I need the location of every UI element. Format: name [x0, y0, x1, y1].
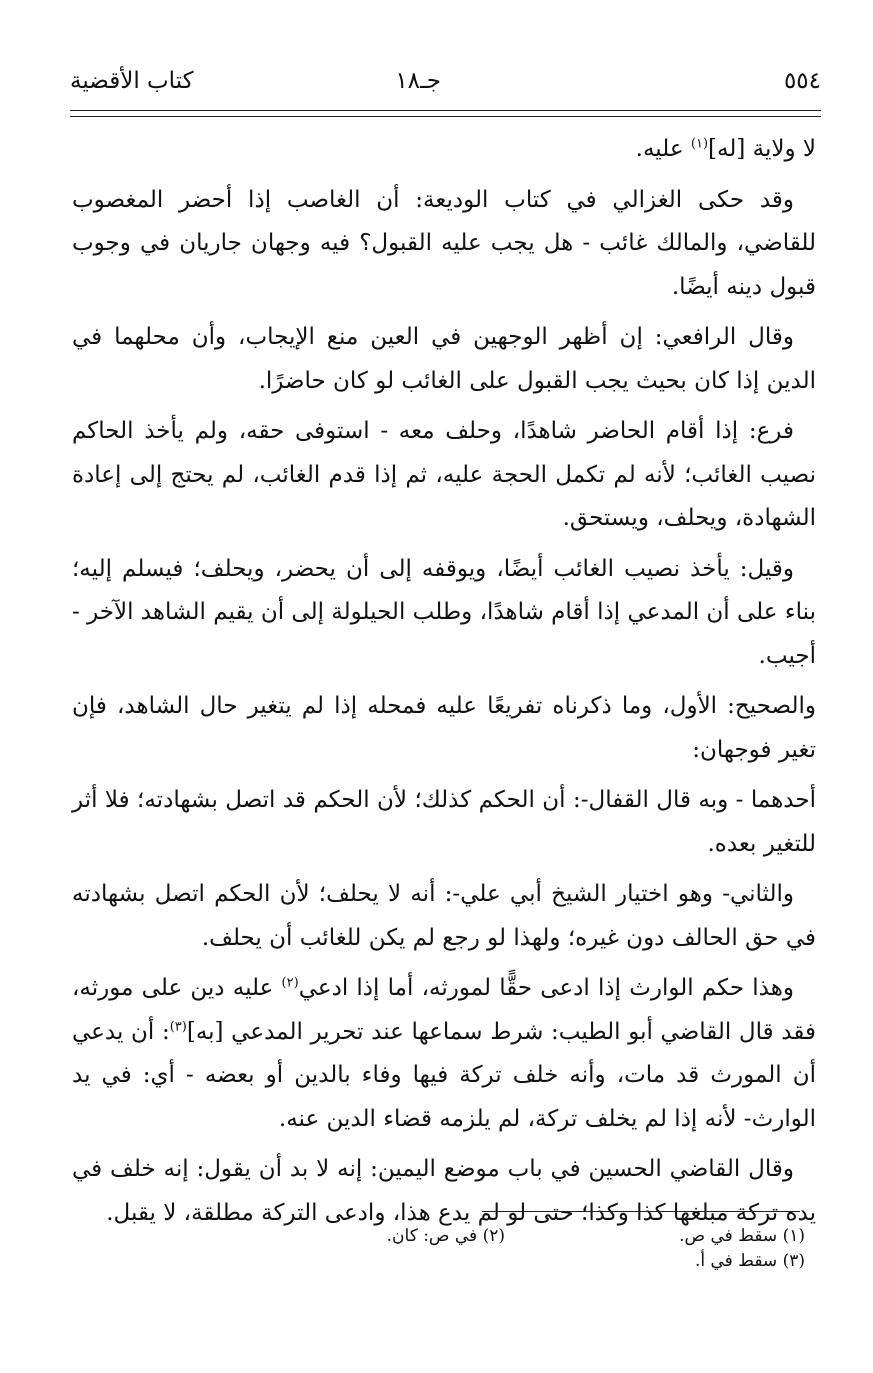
paragraph: وقال القاضي الحسين في باب موضع اليمين: إنه لا بد أن يقول: إنه خلف في يده تركة مبلغها كذا وكذا؛ حتى لو لم يدع هذا، وادعى التركة مطلقة، لا يقبل. — [72, 1156, 816, 1226]
paragraph — [72, 967, 816, 1141]
paragraph-text: عليه دين على مورثه، فقد قال القاضي أبو الطيب: شرط سماعها عند تحرير المدعي [به] — [72, 975, 816, 1045]
header-rule-bottom — [70, 116, 821, 117]
footnote-row — [105, 1224, 805, 1249]
footnote-text: في ص: كان. — [386, 1226, 478, 1246]
footnote-item — [205, 1224, 505, 1249]
footnote-ref: (١) — [690, 136, 709, 152]
footnote-number: (٢) — [482, 1226, 505, 1246]
footnote-text: سقط في ص. — [679, 1226, 778, 1246]
paragraph-text: : أن يدعي أن المورث قد مات، وأنه خلف تركة فيها وفاء بالدين أو بعضه - أي: في يد الوارث- لأنه إذا لم يخلف تركة، لم يلزمه قضاء الدين عنه. — [72, 1018, 816, 1132]
header-rule-top — [70, 110, 821, 111]
paragraph-text: عليه. — [635, 136, 691, 162]
page-number: ٥٥٤ — [783, 68, 821, 94]
main-text — [72, 128, 816, 1242]
paragraph-text: وهذا حكم الوارث إذا ادعى حقًّا لمورثه، أما إذا ادعي — [298, 975, 794, 1001]
footnote-text: سقط في أ. — [694, 1251, 778, 1271]
paragraph-text: لا ولاية [له] — [708, 136, 816, 162]
volume-label: جـ١٨ — [395, 68, 441, 94]
footnote-item — [505, 1249, 805, 1274]
footnotes — [105, 1224, 805, 1274]
page-header — [70, 62, 821, 102]
paragraph: والثاني- وهو اختيار الشيخ أبي علي-: أنه لا يحلف؛ لأن الحكم اتصل بشهادته في حق الحالف دون غيره؛ ولهذا لو رجع لم يكن للغائب أن يحلف. — [72, 881, 816, 951]
paragraph — [72, 128, 816, 172]
paragraph: أحدهما - وبه قال القفال-: أن الحكم كذلك؛ لأن الحكم قد اتصل بشهادته؛ فلا أثر للتغير بعده. — [72, 787, 816, 857]
paragraph: وقيل: يأخذ نصيب الغائب أيضًا، ويوقفه إلى أن يحضر، ويحلف؛ فيسلم إليه؛ بناء على أن المدعي إذا أقام شاهدًا، وطلب الحيلولة إلى أن يقيم الشاهد الآخر - أجيب. — [72, 555, 816, 669]
paragraph: والصحيح: الأول، وما ذكرناه تفريعًا عليه فمحله إذا لم يتغير حال الشاهد، فإن تغير فوجهان: — [72, 693, 816, 763]
book-title: كتاب الأقضية — [70, 68, 194, 94]
footnote-row — [105, 1249, 805, 1274]
footnote-ref: (٢) — [281, 975, 299, 991]
footnote-ref: (٣) — [169, 1018, 187, 1034]
paragraph: وقال الرافعي: إن أظهر الوجهين في العين منع الإيجاب، وأن محلهما في الدين إذا كان بحيث يجب القبول على الغائب لو كان حاضرًا. — [72, 324, 816, 394]
footnote-number: (٣) — [782, 1251, 805, 1271]
footnote-number: (١) — [782, 1226, 805, 1246]
footnote-separator — [482, 1211, 800, 1212]
paragraph: فرع: إذا أقام الحاضر شاهدًا، وحلف معه - استوفى حقه، ولم يأخذ الحاكم نصيب الغائب؛ لأنه لم تكمل الحجة عليه، ثم إذا قدم الغائب، لم يحتج إلى إعادة الشهادة، ويحلف، ويستحق. — [72, 418, 816, 531]
footnote-item — [505, 1224, 805, 1249]
paragraph: وقد حكى الغزالي في كتاب الوديعة: أن الغاصب إذا أحضر المغصوب للقاضي، والمالك غائب - هل يجب عليه القبول؟ فيه وجهان جاريان في وجوب قبول دينه أيضًا. — [72, 186, 816, 300]
